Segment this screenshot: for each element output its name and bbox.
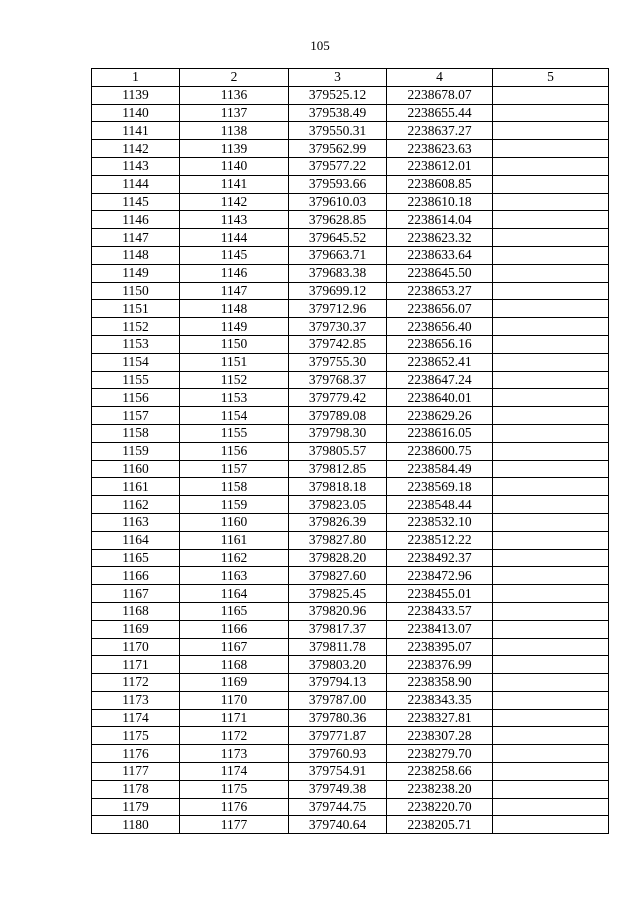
cell-point-number: 1150	[92, 282, 180, 300]
cell-secondary-number: 1167	[180, 638, 289, 656]
cell-secondary-number: 1139	[180, 140, 289, 158]
table-row	[92, 371, 609, 389]
cell-notes	[493, 478, 609, 496]
table-row	[92, 407, 609, 425]
cell-point-number: 1144	[92, 175, 180, 193]
cell-y-coordinate: 2238220.70	[387, 798, 493, 816]
cell-y-coordinate: 2238637.27	[387, 122, 493, 140]
cell-notes	[493, 86, 609, 104]
cell-y-coordinate: 2238279.70	[387, 745, 493, 763]
cell-y-coordinate: 2238647.24	[387, 371, 493, 389]
cell-y-coordinate: 2238633.64	[387, 246, 493, 264]
table-row	[92, 424, 609, 442]
cell-secondary-number: 1155	[180, 424, 289, 442]
column-header-5: 5	[493, 69, 609, 87]
cell-y-coordinate: 2238616.05	[387, 424, 493, 442]
cell-point-number: 1175	[92, 727, 180, 745]
cell-notes	[493, 567, 609, 585]
cell-point-number: 1178	[92, 780, 180, 798]
cell-x-coordinate: 379825.45	[289, 585, 387, 603]
cell-y-coordinate: 2238569.18	[387, 478, 493, 496]
cell-y-coordinate: 2238532.10	[387, 513, 493, 531]
cell-point-number: 1174	[92, 709, 180, 727]
cell-secondary-number: 1136	[180, 86, 289, 104]
cell-secondary-number: 1146	[180, 264, 289, 282]
table-row	[92, 638, 609, 656]
cell-y-coordinate: 2238512.22	[387, 531, 493, 549]
cell-notes	[493, 656, 609, 674]
cell-point-number: 1164	[92, 531, 180, 549]
cell-x-coordinate: 379538.49	[289, 104, 387, 122]
cell-y-coordinate: 2238623.32	[387, 229, 493, 247]
cell-notes	[493, 745, 609, 763]
cell-point-number: 1163	[92, 513, 180, 531]
cell-point-number: 1180	[92, 816, 180, 834]
cell-secondary-number: 1151	[180, 353, 289, 371]
cell-notes	[493, 763, 609, 781]
cell-point-number: 1154	[92, 353, 180, 371]
cell-y-coordinate: 2238395.07	[387, 638, 493, 656]
cell-x-coordinate: 379768.37	[289, 371, 387, 389]
cell-notes	[493, 691, 609, 709]
cell-point-number: 1159	[92, 442, 180, 460]
table-header	[92, 69, 609, 87]
cell-secondary-number: 1160	[180, 513, 289, 531]
cell-secondary-number: 1147	[180, 282, 289, 300]
table-row	[92, 104, 609, 122]
cell-y-coordinate: 2238258.66	[387, 763, 493, 781]
table-row	[92, 264, 609, 282]
cell-x-coordinate: 379699.12	[289, 282, 387, 300]
column-header-3: 3	[289, 69, 387, 87]
cell-secondary-number: 1158	[180, 478, 289, 496]
cell-secondary-number: 1177	[180, 816, 289, 834]
cell-y-coordinate: 2238548.44	[387, 496, 493, 514]
cell-y-coordinate: 2238656.16	[387, 335, 493, 353]
cell-x-coordinate: 379754.91	[289, 763, 387, 781]
cell-notes	[493, 424, 609, 442]
cell-y-coordinate: 2238645.50	[387, 264, 493, 282]
cell-notes	[493, 353, 609, 371]
cell-secondary-number: 1159	[180, 496, 289, 514]
cell-point-number: 1165	[92, 549, 180, 567]
table-row	[92, 496, 609, 514]
cell-point-number: 1152	[92, 318, 180, 336]
table-row	[92, 353, 609, 371]
cell-secondary-number: 1138	[180, 122, 289, 140]
cell-x-coordinate: 379826.39	[289, 513, 387, 531]
cell-secondary-number: 1143	[180, 211, 289, 229]
table-row	[92, 585, 609, 603]
table-row	[92, 513, 609, 531]
table-row	[92, 727, 609, 745]
cell-x-coordinate: 379525.12	[289, 86, 387, 104]
cell-x-coordinate: 379827.60	[289, 567, 387, 585]
cell-secondary-number: 1145	[180, 246, 289, 264]
table-row	[92, 460, 609, 478]
cell-point-number: 1140	[92, 104, 180, 122]
cell-y-coordinate: 2238358.90	[387, 674, 493, 692]
cell-y-coordinate: 2238652.41	[387, 353, 493, 371]
cell-y-coordinate: 2238678.07	[387, 86, 493, 104]
table-row	[92, 193, 609, 211]
cell-x-coordinate: 379744.75	[289, 798, 387, 816]
table-row	[92, 798, 609, 816]
cell-notes	[493, 335, 609, 353]
cell-y-coordinate: 2238492.37	[387, 549, 493, 567]
cell-secondary-number: 1157	[180, 460, 289, 478]
cell-notes	[493, 442, 609, 460]
table-row	[92, 300, 609, 318]
cell-y-coordinate: 2238629.26	[387, 407, 493, 425]
cell-notes	[493, 211, 609, 229]
cell-y-coordinate: 2238584.49	[387, 460, 493, 478]
cell-notes	[493, 175, 609, 193]
cell-secondary-number: 1168	[180, 656, 289, 674]
cell-point-number: 1148	[92, 246, 180, 264]
cell-y-coordinate: 2238205.71	[387, 816, 493, 834]
cell-x-coordinate: 379771.87	[289, 727, 387, 745]
cell-notes	[493, 727, 609, 745]
cell-secondary-number: 1174	[180, 763, 289, 781]
cell-secondary-number: 1173	[180, 745, 289, 763]
cell-y-coordinate: 2238472.96	[387, 567, 493, 585]
table-row	[92, 763, 609, 781]
cell-x-coordinate: 379803.20	[289, 656, 387, 674]
cell-point-number: 1157	[92, 407, 180, 425]
cell-secondary-number: 1165	[180, 602, 289, 620]
table-row	[92, 122, 609, 140]
cell-point-number: 1162	[92, 496, 180, 514]
table-row	[92, 602, 609, 620]
cell-x-coordinate: 379811.78	[289, 638, 387, 656]
page-number: 105	[310, 38, 330, 53]
table-row	[92, 86, 609, 104]
cell-secondary-number: 1148	[180, 300, 289, 318]
cell-x-coordinate: 379805.57	[289, 442, 387, 460]
cell-secondary-number: 1175	[180, 780, 289, 798]
cell-x-coordinate: 379730.37	[289, 318, 387, 336]
cell-notes	[493, 496, 609, 514]
cell-secondary-number: 1150	[180, 335, 289, 353]
cell-secondary-number: 1140	[180, 157, 289, 175]
header-row	[92, 69, 609, 87]
cell-notes	[493, 157, 609, 175]
cell-x-coordinate: 379779.42	[289, 389, 387, 407]
cell-point-number: 1151	[92, 300, 180, 318]
cell-secondary-number: 1164	[180, 585, 289, 603]
cell-x-coordinate: 379562.99	[289, 140, 387, 158]
cell-y-coordinate: 2238455.01	[387, 585, 493, 603]
table-row	[92, 157, 609, 175]
cell-point-number: 1145	[92, 193, 180, 211]
cell-point-number: 1161	[92, 478, 180, 496]
cell-y-coordinate: 2238623.63	[387, 140, 493, 158]
cell-x-coordinate: 379755.30	[289, 353, 387, 371]
table-row	[92, 656, 609, 674]
cell-point-number: 1153	[92, 335, 180, 353]
cell-point-number: 1156	[92, 389, 180, 407]
cell-y-coordinate: 2238614.04	[387, 211, 493, 229]
cell-x-coordinate: 379787.00	[289, 691, 387, 709]
cell-x-coordinate: 379683.38	[289, 264, 387, 282]
coordinates-table	[91, 68, 609, 834]
cell-point-number: 1171	[92, 656, 180, 674]
cell-y-coordinate: 2238433.57	[387, 602, 493, 620]
cell-secondary-number: 1171	[180, 709, 289, 727]
cell-notes	[493, 140, 609, 158]
cell-point-number: 1179	[92, 798, 180, 816]
table-row	[92, 389, 609, 407]
table-row	[92, 674, 609, 692]
cell-x-coordinate: 379593.66	[289, 175, 387, 193]
table-row	[92, 531, 609, 549]
cell-point-number: 1167	[92, 585, 180, 603]
cell-notes	[493, 620, 609, 638]
cell-notes	[493, 709, 609, 727]
table-row	[92, 620, 609, 638]
cell-secondary-number: 1152	[180, 371, 289, 389]
cell-point-number: 1143	[92, 157, 180, 175]
table-row	[92, 549, 609, 567]
cell-x-coordinate: 379742.85	[289, 335, 387, 353]
cell-x-coordinate: 379749.38	[289, 780, 387, 798]
cell-x-coordinate: 379712.96	[289, 300, 387, 318]
cell-secondary-number: 1172	[180, 727, 289, 745]
table-row	[92, 211, 609, 229]
table-row	[92, 335, 609, 353]
table-row	[92, 567, 609, 585]
cell-point-number: 1139	[92, 86, 180, 104]
cell-x-coordinate: 379550.31	[289, 122, 387, 140]
cell-point-number: 1146	[92, 211, 180, 229]
table-row	[92, 745, 609, 763]
cell-secondary-number: 1149	[180, 318, 289, 336]
cell-notes	[493, 549, 609, 567]
cell-notes	[493, 531, 609, 549]
cell-secondary-number: 1153	[180, 389, 289, 407]
cell-x-coordinate: 379798.30	[289, 424, 387, 442]
cell-point-number: 1168	[92, 602, 180, 620]
cell-secondary-number: 1162	[180, 549, 289, 567]
cell-notes	[493, 674, 609, 692]
cell-secondary-number: 1141	[180, 175, 289, 193]
cell-y-coordinate: 2238307.28	[387, 727, 493, 745]
cell-notes	[493, 318, 609, 336]
table-row	[92, 780, 609, 798]
cell-secondary-number: 1144	[180, 229, 289, 247]
cell-notes	[493, 282, 609, 300]
table-row	[92, 282, 609, 300]
cell-notes	[493, 513, 609, 531]
cell-x-coordinate: 379823.05	[289, 496, 387, 514]
cell-x-coordinate: 379577.22	[289, 157, 387, 175]
cell-y-coordinate: 2238238.20	[387, 780, 493, 798]
column-header-2: 2	[180, 69, 289, 87]
cell-notes	[493, 300, 609, 318]
cell-point-number: 1142	[92, 140, 180, 158]
table-row	[92, 478, 609, 496]
table-row	[92, 816, 609, 834]
cell-notes	[493, 389, 609, 407]
cell-y-coordinate: 2238655.44	[387, 104, 493, 122]
table-row	[92, 246, 609, 264]
column-header-1: 1	[92, 69, 180, 87]
cell-y-coordinate: 2238640.01	[387, 389, 493, 407]
cell-x-coordinate: 379663.71	[289, 246, 387, 264]
cell-x-coordinate: 379789.08	[289, 407, 387, 425]
column-header-4: 4	[387, 69, 493, 87]
cell-secondary-number: 1154	[180, 407, 289, 425]
cell-notes	[493, 407, 609, 425]
cell-point-number: 1147	[92, 229, 180, 247]
cell-secondary-number: 1137	[180, 104, 289, 122]
cell-secondary-number: 1161	[180, 531, 289, 549]
cell-x-coordinate: 379828.20	[289, 549, 387, 567]
cell-x-coordinate: 379645.52	[289, 229, 387, 247]
table-row	[92, 318, 609, 336]
cell-x-coordinate: 379820.96	[289, 602, 387, 620]
cell-notes	[493, 371, 609, 389]
cell-y-coordinate: 2238343.35	[387, 691, 493, 709]
cell-x-coordinate: 379628.85	[289, 211, 387, 229]
cell-notes	[493, 264, 609, 282]
cell-point-number: 1176	[92, 745, 180, 763]
cell-y-coordinate: 2238653.27	[387, 282, 493, 300]
cell-point-number: 1141	[92, 122, 180, 140]
cell-x-coordinate: 379812.85	[289, 460, 387, 478]
cell-secondary-number: 1166	[180, 620, 289, 638]
cell-secondary-number: 1163	[180, 567, 289, 585]
cell-notes	[493, 780, 609, 798]
cell-y-coordinate: 2238608.85	[387, 175, 493, 193]
cell-x-coordinate: 379817.37	[289, 620, 387, 638]
cell-notes	[493, 638, 609, 656]
cell-notes	[493, 104, 609, 122]
cell-notes	[493, 460, 609, 478]
table-row	[92, 691, 609, 709]
table-row	[92, 442, 609, 460]
cell-x-coordinate: 379794.13	[289, 674, 387, 692]
cell-point-number: 1177	[92, 763, 180, 781]
cell-secondary-number: 1142	[180, 193, 289, 211]
cell-point-number: 1155	[92, 371, 180, 389]
cell-point-number: 1169	[92, 620, 180, 638]
cell-point-number: 1160	[92, 460, 180, 478]
cell-notes	[493, 246, 609, 264]
cell-secondary-number: 1176	[180, 798, 289, 816]
cell-y-coordinate: 2238376.99	[387, 656, 493, 674]
cell-point-number: 1173	[92, 691, 180, 709]
cell-notes	[493, 798, 609, 816]
cell-point-number: 1172	[92, 674, 180, 692]
cell-x-coordinate: 379780.36	[289, 709, 387, 727]
cell-y-coordinate: 2238600.75	[387, 442, 493, 460]
cell-secondary-number: 1170	[180, 691, 289, 709]
cell-secondary-number: 1156	[180, 442, 289, 460]
cell-x-coordinate: 379760.93	[289, 745, 387, 763]
cell-x-coordinate: 379818.18	[289, 478, 387, 496]
table-row	[92, 140, 609, 158]
cell-point-number: 1149	[92, 264, 180, 282]
table-row	[92, 709, 609, 727]
cell-x-coordinate: 379827.80	[289, 531, 387, 549]
cell-y-coordinate: 2238413.07	[387, 620, 493, 638]
table-row	[92, 229, 609, 247]
cell-notes	[493, 816, 609, 834]
cell-y-coordinate: 2238656.40	[387, 318, 493, 336]
cell-x-coordinate: 379740.64	[289, 816, 387, 834]
table-body	[92, 86, 609, 833]
table-row	[92, 175, 609, 193]
cell-point-number: 1166	[92, 567, 180, 585]
cell-notes	[493, 229, 609, 247]
cell-y-coordinate: 2238612.01	[387, 157, 493, 175]
cell-notes	[493, 122, 609, 140]
cell-secondary-number: 1169	[180, 674, 289, 692]
cell-x-coordinate: 379610.03	[289, 193, 387, 211]
cell-notes	[493, 193, 609, 211]
cell-notes	[493, 602, 609, 620]
cell-notes	[493, 585, 609, 603]
cell-y-coordinate: 2238610.18	[387, 193, 493, 211]
cell-y-coordinate: 2238327.81	[387, 709, 493, 727]
cell-point-number: 1158	[92, 424, 180, 442]
cell-y-coordinate: 2238656.07	[387, 300, 493, 318]
cell-point-number: 1170	[92, 638, 180, 656]
